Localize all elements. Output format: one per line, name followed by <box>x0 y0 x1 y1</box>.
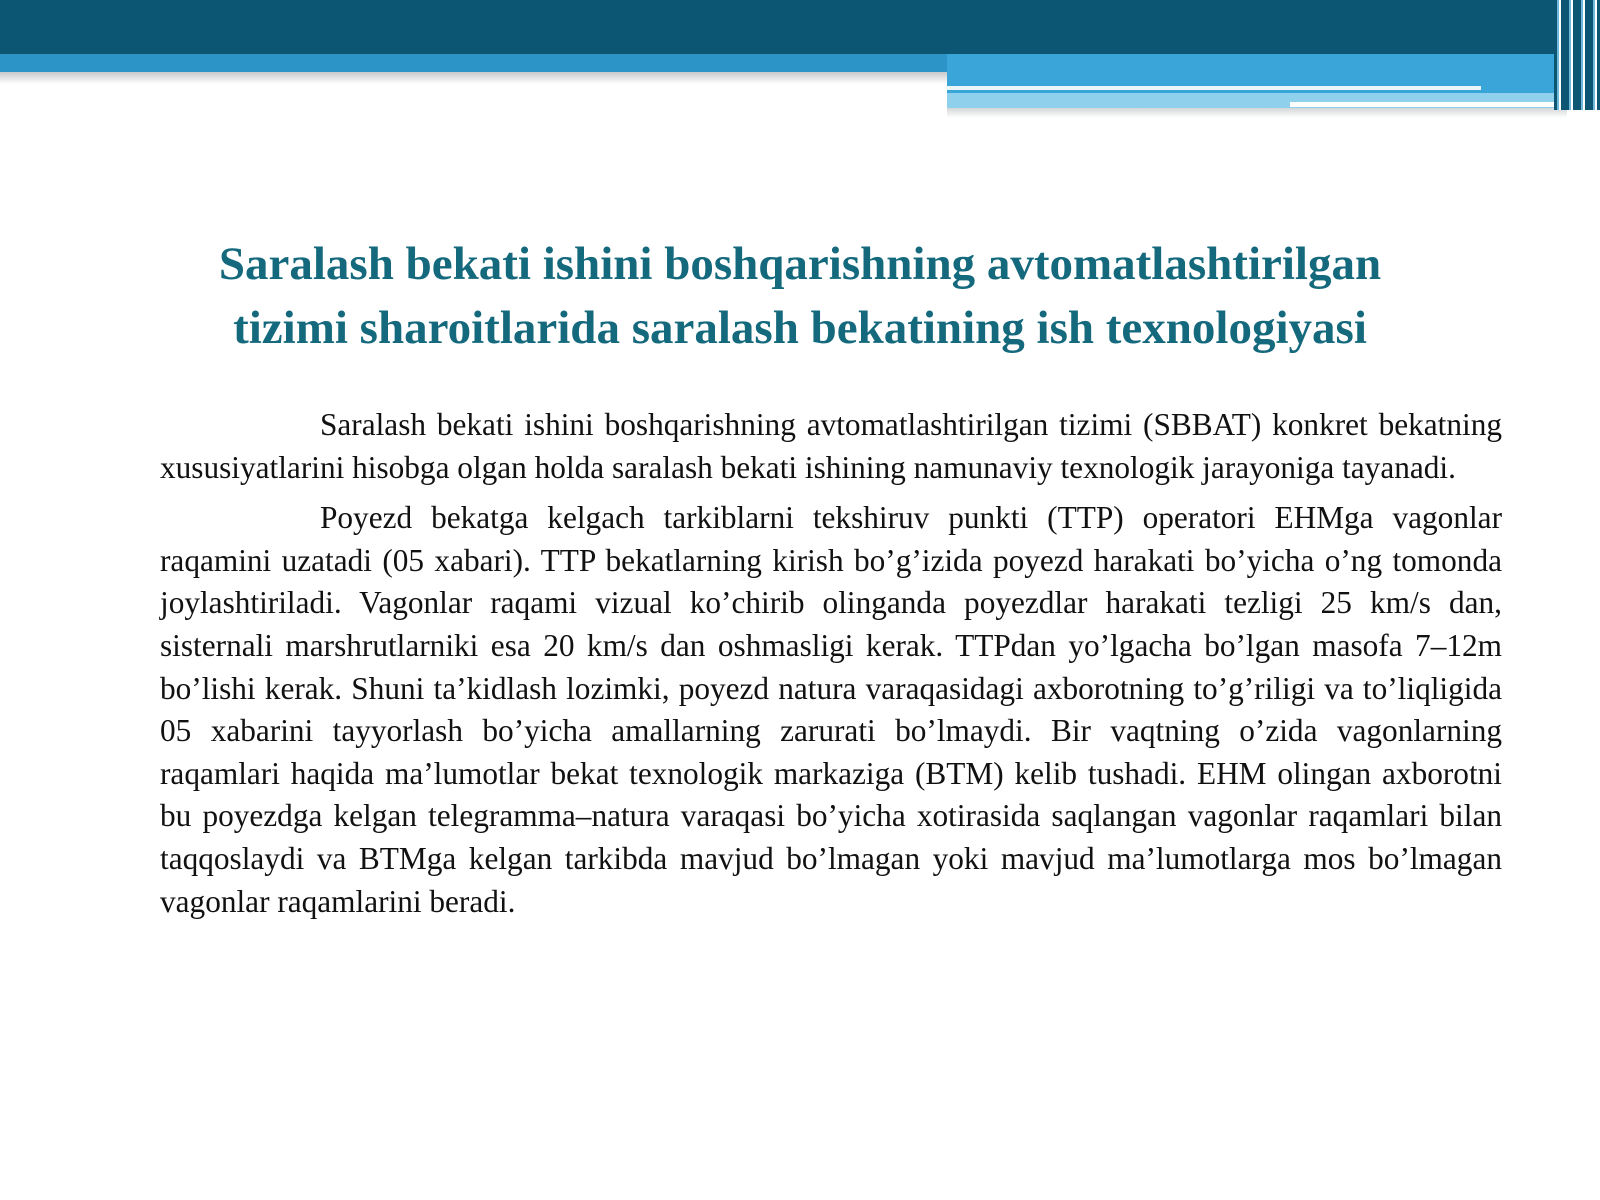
header-band-shadow-left <box>0 72 947 84</box>
header-band-light-left <box>0 54 947 72</box>
header-accent-line <box>947 86 1481 90</box>
header-corner-stripes <box>1554 0 1600 110</box>
slide-body <box>160 404 1502 931</box>
slide-title <box>60 232 1540 360</box>
body-paragraph: Saralash bekati ishini boshqarishning avtomatlashtirilgan tizimi (SBBAT) konkret bekatning xususiyatlarini hisobga olgan holda saralash bekati ishining namunaviy texnologik jarayoniga tayanadi. <box>160 407 1502 485</box>
body-paragraph: Poyezd bekatga kelgach tarkiblarni tekshiruv punkti (TTP) operatori EHMga vagonlar raqamini uzatadi (05 xabari). TTP bekatlarning kirish bo’g’izida poyezd harakati bo’yicha o’ng tomonda joylashtiriladi. Vagonlar raqami vizual ko’chirib olinganda poyezdlar harakati tezligi 25 km/s dan, sisternali marshrutlarniki esa 20 km/s dan oshmasligi kerak. TTPdan yo’lgacha bo’lgan masofa 7–12m bo’lishi kerak. Shuni ta’kidlash lozimki, poyezd natura varaqasidagi axborotning to’g’riligi va to’liqligida 05 xabarini tayyorlash bo’yicha amallarning zarurati bo’lmaydi. Bir vaqtning o’zida vagonlarning raqamlari haqida ma’lumotlar bekat texnologik markaziga (BTM) kelib tushadi. EHM olingan axborotni bu poyezdga kelgan telegramma–natura varaqasi bo’yicha xotirasida saqlangan vagonlar raqamlari bilan taqqoslaydi va BTMga kelgan tarkibda mavjud bo’lmagan yoki mavjud ma’lumotlarga mos bo’lmagan vagonlar raqamlarini beradi. <box>160 500 1502 919</box>
slide-title-line-2: tizimi sharoitlarida saralash bekatining ish texnologiyasi <box>233 302 1367 354</box>
header-accent-line <box>1290 102 1567 107</box>
slide-title-line-1: Saralash bekati ishini boshqarishning avtomatlashtirilgan <box>218 238 1382 290</box>
header-band-dark <box>0 0 1600 54</box>
header-band-shadow-right <box>947 108 1567 118</box>
